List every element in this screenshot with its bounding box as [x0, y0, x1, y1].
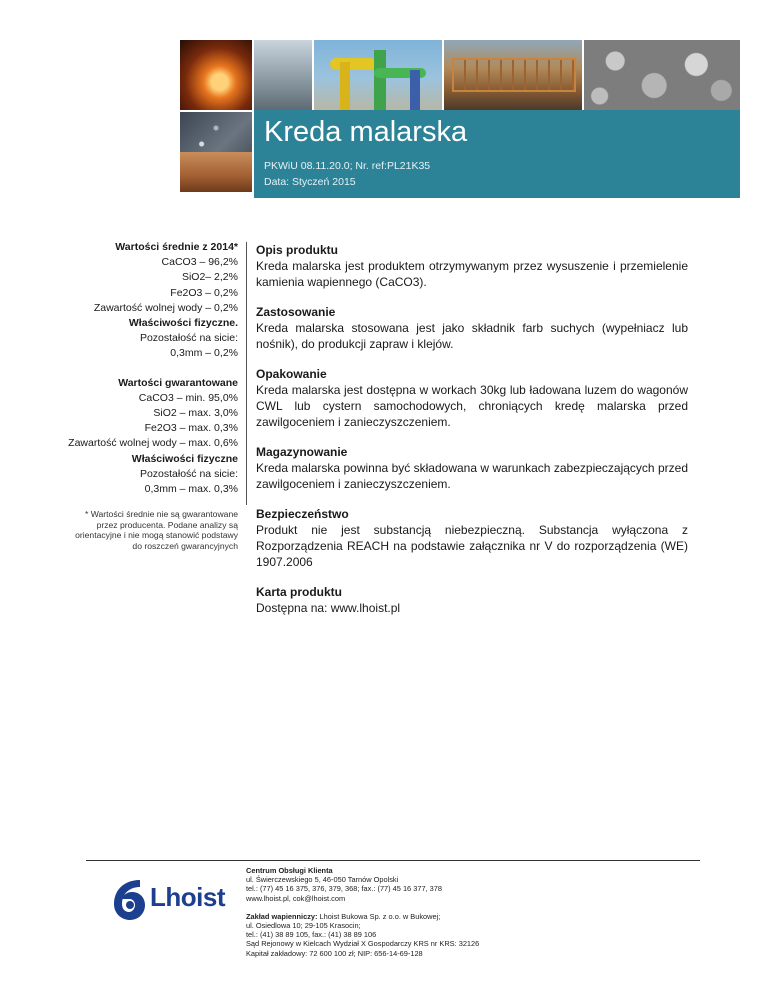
blue-pipe [410, 70, 420, 110]
guaranteed-values-title: Wartości gwarantowane [118, 376, 238, 389]
plant-block [246, 912, 686, 958]
plant-title-line [246, 912, 686, 921]
section-text: Kreda malarska jest dostępna w workach 30kg lub ładowana luzem do wagonów CWL lub cystern samochodowych, chroniących kredę malarska przed zawilgoceniem i zanieczyszczeniem. [256, 383, 688, 429]
spacer [56, 362, 238, 376]
plant-line: Kapitał zakładowy: 72 600 100 zł; NIP: 656-14-69-128 [246, 948, 423, 958]
average-value-line: SiO2– 2,2% [181, 271, 238, 284]
footnote-line: do roszczeń gwarancyjnych [132, 541, 238, 552]
guaranteed-value-line: CaCO3 – min. 95,0% [138, 391, 238, 404]
contact-line: ul. Świerczewskiego 5, 46-050 Tarnów Opolski [246, 875, 399, 885]
pipes-photo [314, 40, 442, 110]
section-text: Dostępna na: www.lhoist.pl [256, 601, 401, 615]
average-physical-line: 0,3mm – 0,2% [170, 347, 238, 360]
guaranteed-physical-line: 0,3mm – max. 0,3% [144, 483, 238, 496]
title-banner [254, 110, 740, 198]
guaranteed-value-line: Fe2O3 – max. 0,3% [144, 422, 238, 435]
plant-label: Zakład wapienniczy: [246, 911, 318, 921]
section-heading: Zastosowanie [256, 305, 336, 319]
conveyor-frame [452, 58, 576, 92]
customer-service-title: Centrum Obsługi Klienta [246, 866, 333, 875]
kiln-photo [180, 152, 252, 192]
product-info-column [256, 242, 688, 630]
footnote [56, 509, 238, 551]
yellow-pipe-vertical [340, 62, 350, 110]
reference-line: PKWiU 08.11.20.0; Nr. ref:PL21K35 [264, 160, 431, 172]
section-text: Kreda malarska jest produktem otrzymywanym przez wysuszenie i przemielenie kamienia wapiennego (CaCO3). [256, 259, 688, 289]
page-title: Kreda malarska [264, 116, 468, 148]
section-description [256, 242, 688, 290]
section-heading: Opis produktu [256, 243, 338, 257]
specs-column [56, 240, 238, 552]
guaranteed-value-line: SiO2 – max. 3,0% [153, 407, 238, 420]
plant-line: ul. Osiedlowa 10; 29-105 Krasocin; [246, 921, 361, 931]
footnote-line: przez producenta. Podane analizy są [96, 519, 238, 530]
section-heading: Magazynowanie [256, 445, 348, 459]
guaranteed-physical-line: Pozostałość na sicie: [139, 467, 238, 480]
average-physical-title: Właściwości fizyczne. [128, 317, 238, 330]
average-value-line: Zawartość wolnej wody – 0,2% [93, 301, 238, 314]
footer-divider [86, 860, 700, 861]
contact-line: tel.: (77) 45 16 375, 376, 379, 368; fax.: (77) 45 16 377, 378 [246, 884, 442, 894]
average-physical-line: Pozostałość na sicie: [139, 332, 238, 345]
logo-wordmark: Lhoist [150, 882, 225, 912]
section-safety [256, 506, 688, 570]
plant-line: tel.: (41) 38 89 105, fax.: (41) 38 89 106 [246, 930, 377, 940]
section-text: Kreda malarska stosowana jest jako składnik farb suchych (wypełniacz lub nośnik), do produkcji zapraw i klejów. [256, 321, 688, 351]
section-text: Kreda malarska powinna być składowana w warunkach zabezpieczających przed zawilgoceniem i zanieczyszczeniem. [256, 461, 688, 491]
average-values-title: Wartości średnie z 2014* [115, 241, 238, 253]
plant-line: Sąd Rejonowy w Kielcach Wydział X Gospodarczy KRS nr KRS: 32126 [246, 939, 480, 949]
section-heading: Opakowanie [256, 367, 327, 381]
column-divider [246, 242, 247, 505]
conveyor-photo [444, 40, 582, 110]
section-product-sheet [256, 584, 688, 616]
limestone-rocks-photo [584, 40, 740, 110]
average-value-line: Fe2O3 – 0,2% [170, 286, 238, 299]
customer-service-block [246, 866, 686, 903]
guaranteed-value-line: Zawartość wolnej wody – max. 0,6% [68, 437, 238, 450]
footnote-line: orientacyjne i nie mogą stanowić podstawy [75, 530, 238, 541]
section-application [256, 304, 688, 352]
date-line: Data: Styczeń 2015 [264, 176, 356, 188]
contact-line: www.lhoist.pl, cok@lhoist.com [246, 893, 346, 903]
section-heading: Bezpieczeństwo [256, 507, 349, 521]
section-text: Produkt nie jest substancją niebezpieczną. Substancja wyłączona z Rozporządzenia REACH na podstawie załącznika nr V do rozporządzenia (WE) 1907.2006 [256, 523, 688, 569]
lhoist-logo [110, 876, 230, 926]
header-collage [180, 40, 740, 192]
guaranteed-physical-title: Właściwości fizyczne [131, 452, 238, 465]
footnote-line: * Wartości średnie nie są gwarantowane [84, 509, 238, 520]
industrial-photo [254, 40, 312, 110]
plant-name: Lhoist Bukowa Sp. z o.o. w Bukowej; [317, 911, 441, 921]
average-value-line: CaCO3 – 96,2% [161, 256, 238, 269]
section-heading: Karta produktu [256, 585, 343, 599]
footer-contact [246, 866, 686, 967]
green-pipe [374, 50, 386, 110]
yellow-pipe [330, 58, 376, 70]
section-packaging [256, 366, 688, 430]
furnace-photo [180, 40, 252, 110]
lhoist-logo-icon [110, 876, 148, 924]
section-storage [256, 444, 688, 492]
